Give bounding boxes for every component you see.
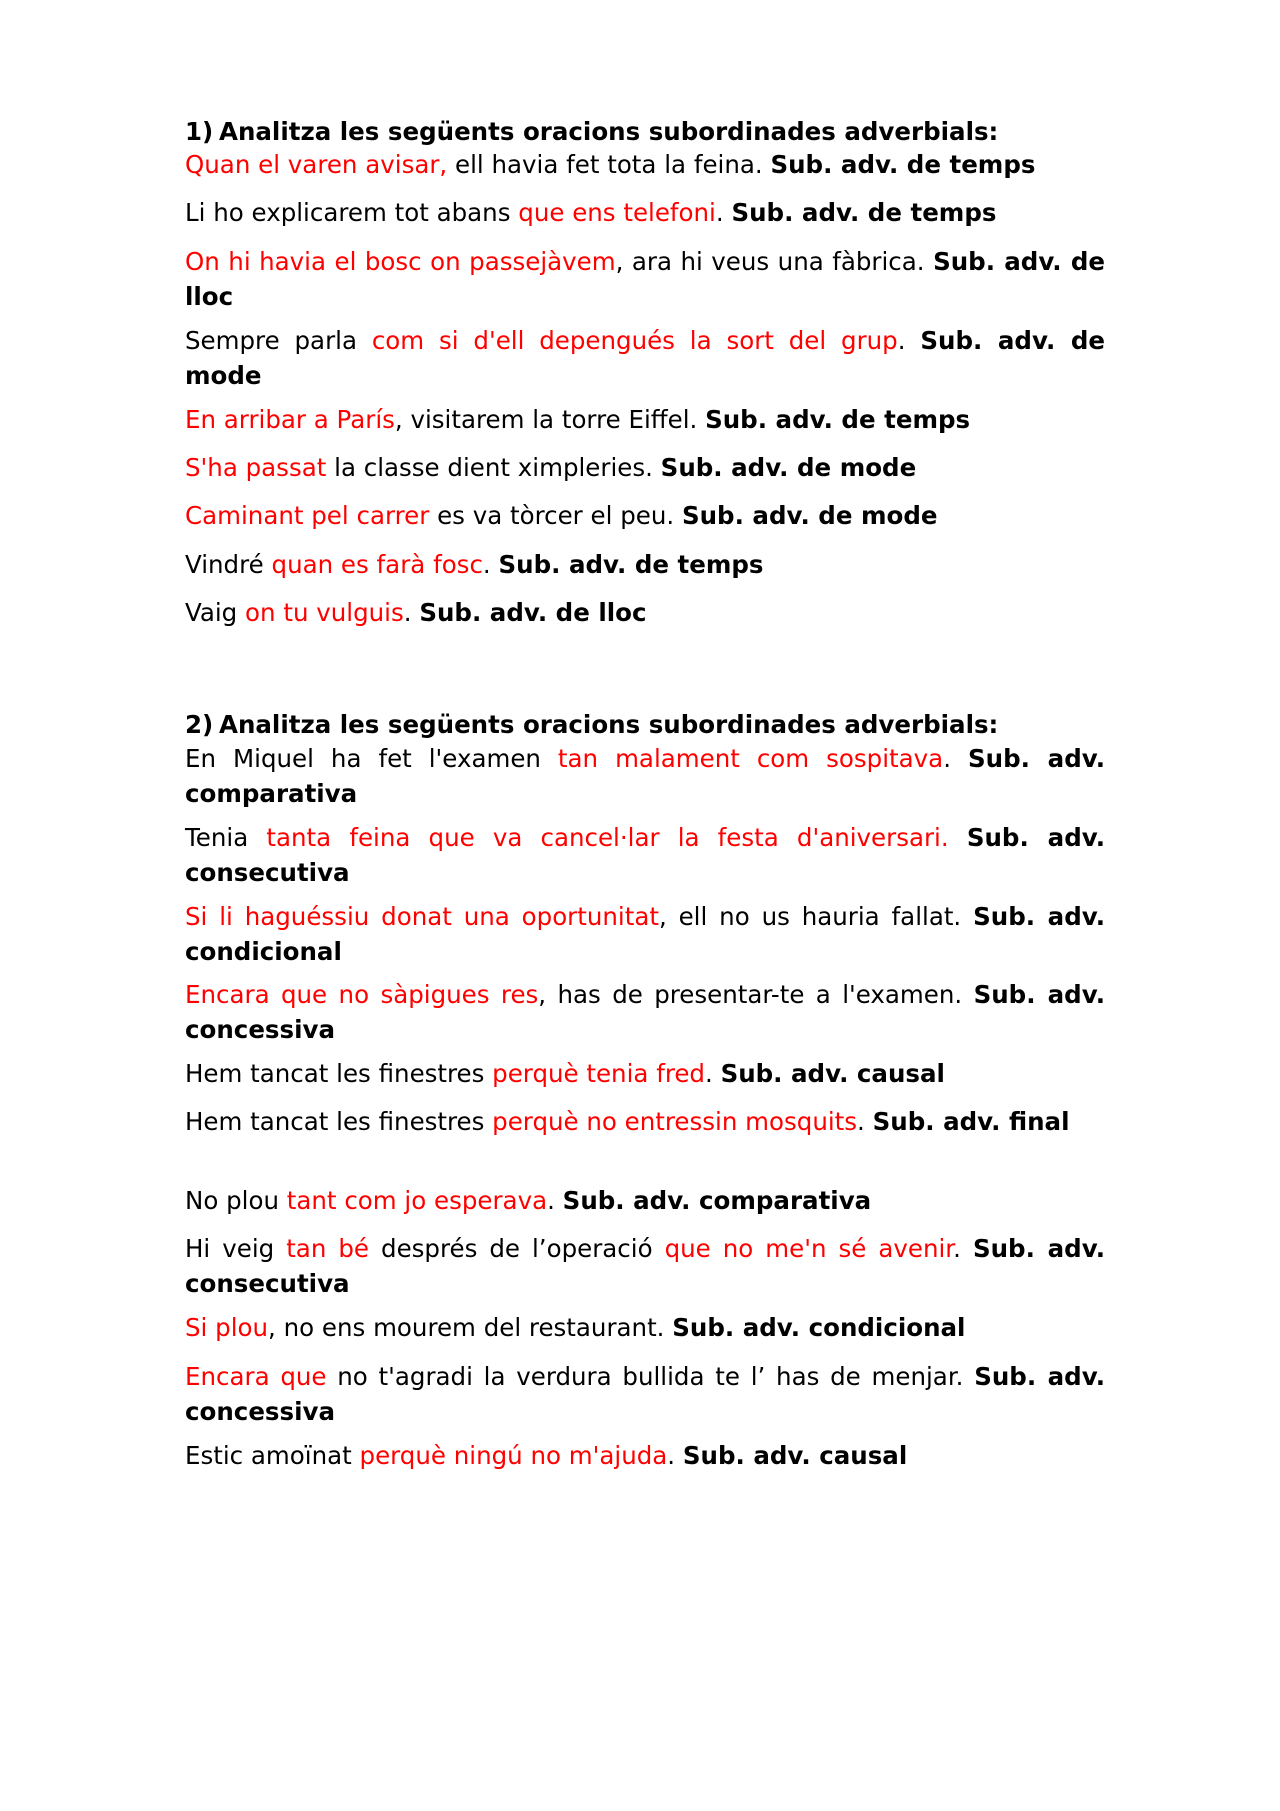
sentence-2-5 (185, 1056, 1105, 1091)
sentence-1-7 (185, 498, 1105, 533)
analysis-label: Sub. adv. de mode (681, 501, 938, 530)
subordinate-clause: que no me'n sé avenir (664, 1234, 954, 1263)
sentence-text: No plou (185, 1186, 287, 1215)
sentence-text: la classe dient ximpleries. (326, 453, 661, 482)
subordinate-clause: On hi havia el bosc on passejàvem (185, 247, 616, 276)
analysis-label: Sub. adv. concessiva (185, 1362, 1105, 1426)
sentence-2-11 (185, 1438, 1105, 1473)
analysis-label: Sub. adv. causal (720, 1059, 945, 1088)
sentence-2-4 (185, 977, 1105, 1047)
sentence-1-4 (185, 323, 1105, 393)
subordinate-clause: S'ha passat (185, 453, 327, 482)
subordinate-clause: tan malament com sospitava (557, 744, 944, 773)
sentence-2-1 (185, 741, 1105, 811)
subordinate-clause: Encara que (185, 1362, 327, 1391)
subordinate-clause: perquè tenia fred (492, 1059, 705, 1088)
analysis-label: Sub. adv. de temps (770, 150, 1036, 179)
subordinate-clause: tanta feina que va cancel·lar la festa d'aniversari. (266, 823, 949, 852)
sentence-text: . (704, 1059, 721, 1088)
sentence-2-2 (185, 820, 1105, 890)
subordinate-clause: Quan el varen avisar, (185, 150, 448, 179)
sentence-text: Hi veig (185, 1234, 287, 1263)
sentence-2-9 (185, 1310, 1105, 1345)
analysis-label: Sub. adv. de mode (185, 326, 1105, 390)
analysis-label: Sub. adv. comparativa (185, 744, 1106, 808)
analysis-label: Sub. adv. de temps (705, 405, 971, 434)
subordinate-clause: quan es farà fosc (271, 550, 483, 579)
sentence-text: . (547, 1186, 563, 1215)
sentence-1-8 (185, 547, 1105, 582)
sentence-text: Sempre parla (185, 326, 372, 355)
analysis-label: Sub. adv. de temps (731, 198, 997, 227)
sentence-1-9 (185, 595, 1105, 630)
sentence-text: . (403, 598, 420, 627)
sentence-text: . (715, 198, 732, 227)
sentence-text (949, 823, 967, 852)
analysis-label: Sub. adv. consecutiva (185, 1234, 1105, 1298)
sentence-text: En Miquel ha fet l'examen (185, 744, 558, 773)
sentence-text: , visitarem la torre Eiffel. (394, 405, 706, 434)
sentence-text: Vindré (185, 550, 272, 579)
sentence-1-6 (185, 450, 1105, 485)
sentence-2-3 (185, 899, 1105, 969)
sentence-1-3 (185, 244, 1105, 314)
sentence-text: no t'agradi la verdura bullida te l’ has de menjar. (326, 1362, 975, 1391)
subordinate-clause: Caminant pel carrer (185, 501, 430, 530)
analysis-label: Sub. adv. de lloc (419, 598, 647, 627)
sentence-1-5 (185, 402, 1105, 437)
sentence-2-7 (185, 1183, 1105, 1218)
sentence-2-8 (185, 1231, 1105, 1301)
analysis-label: Sub. adv. causal (682, 1441, 908, 1470)
analysis-label: Sub. adv. concessiva (185, 980, 1106, 1044)
sentence-text: , ell no us hauria fallat. (658, 902, 974, 931)
subordinate-clause: Si plou (185, 1313, 269, 1342)
section-2-number: 2) (185, 710, 214, 739)
section-2-heading (185, 708, 1105, 742)
analysis-label: Sub. adv. final (872, 1107, 1070, 1136)
analysis-label: Sub. adv. de lloc (185, 247, 1105, 311)
subordinate-clause: que ens telefoni (518, 198, 716, 227)
sentence-2-6 (185, 1104, 1105, 1139)
sentence-text: . (897, 326, 921, 355)
sentence-2-10 (185, 1359, 1105, 1429)
sentence-text: Vaig (185, 598, 246, 627)
sentence-1-2 (185, 195, 1105, 230)
subordinate-clause: Si li haguéssiu donat una oportunitat (185, 902, 659, 931)
subordinate-clause: Encara que no sàpigues res (185, 980, 539, 1009)
sentence-text: Estic amoïnat (185, 1441, 360, 1470)
sentence-text: Tenia (185, 823, 267, 852)
analysis-label: Sub. adv. consecutiva (185, 823, 1106, 887)
section-1-heading (185, 115, 1105, 149)
sentence-text: Hem tancat les finestres (185, 1059, 493, 1088)
sentence-text: , has de presentar-te a l'examen. (538, 980, 974, 1009)
sentence-1-1 (185, 147, 1105, 182)
sentence-text: . (667, 1441, 683, 1470)
sentence-text: . (953, 1234, 973, 1263)
analysis-label: Sub. adv. comparativa (562, 1186, 872, 1215)
subordinate-clause: En arribar a París (185, 405, 395, 434)
subordinate-clause: perquè ningú no m'ajuda (359, 1441, 668, 1470)
sentence-text: , no ens mourem del restaurant. (268, 1313, 673, 1342)
sentence-text: després de l’operació (369, 1234, 665, 1263)
subordinate-clause: com si d'ell depengués la sort del grup (371, 326, 898, 355)
subordinate-clause: tant com jo esperava (286, 1186, 548, 1215)
analysis-label: Sub. adv. de mode (660, 453, 917, 482)
sentence-text: , ara hi veus una fàbrica. (615, 247, 934, 276)
analysis-label: Sub. adv. condicional (185, 902, 1106, 966)
sentence-text: . (857, 1107, 873, 1136)
sentence-text: Li ho explicarem tot abans (185, 198, 519, 227)
section-1-title: Analitza les següents oracions subordinades adverbials: (219, 117, 999, 146)
sentence-text: . (482, 550, 499, 579)
sentence-text: Hem tancat les finestres (185, 1107, 493, 1136)
section-1-number: 1) (185, 117, 214, 146)
subordinate-clause: perquè no entressin mosquits (492, 1107, 858, 1136)
analysis-label: Sub. adv. condicional (672, 1313, 966, 1342)
subordinate-clause: on tu vulguis (245, 598, 404, 627)
analysis-label: Sub. adv. de temps (498, 550, 764, 579)
sentence-text: . (943, 744, 968, 773)
section-2-title: Analitza les següents oracions subordinades adverbials: (219, 710, 999, 739)
subordinate-clause: tan bé (286, 1234, 369, 1263)
sentence-text: ell havia fet tota la feina. (447, 150, 771, 179)
sentence-text: es va tòrcer el peu. (429, 501, 682, 530)
